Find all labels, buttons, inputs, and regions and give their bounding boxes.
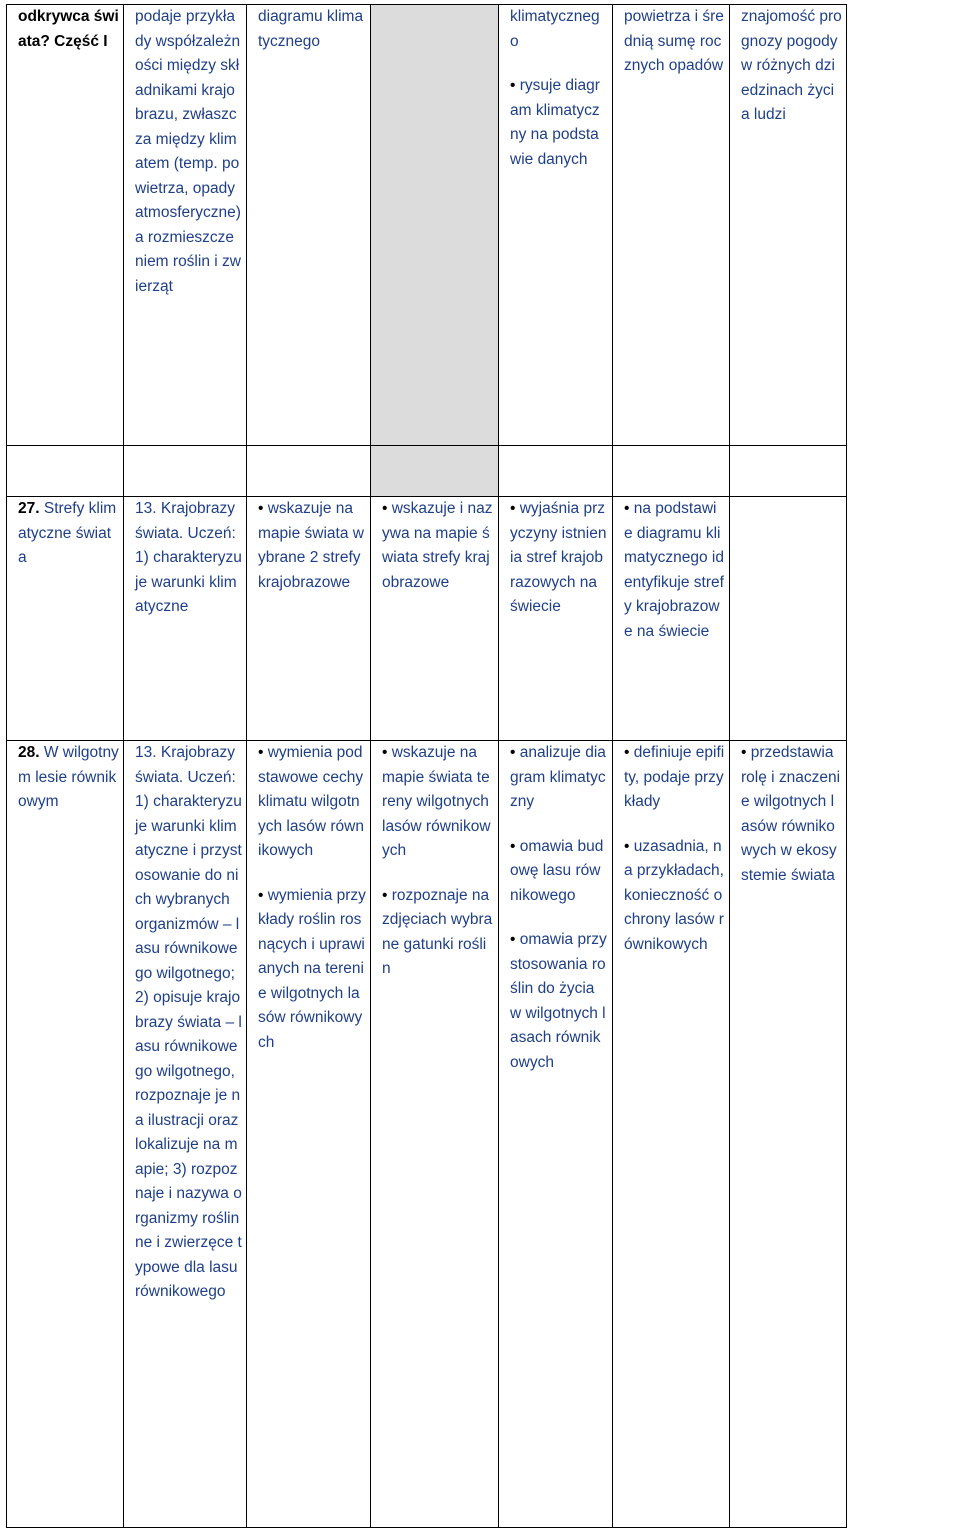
requirement-cell — [247, 5, 371, 446]
requirement-cell — [613, 5, 730, 446]
requirement-item: • omawia przystosowania roślin do życia w wilgotnych lasach równikowych — [510, 928, 608, 1075]
requirement-item: • wskazuje na mapie świata tereny wilgotnych lasów równikowych — [382, 741, 494, 864]
requirement-item: • rozpoznaje na zdjęciach wybrane gatunki roślin — [382, 884, 494, 982]
curriculum-table — [6, 4, 959, 1528]
empty-cell — [730, 446, 847, 497]
requirement-cell — [499, 741, 613, 1528]
requirement-item: • wyjaśnia przyczyny istnienia stref krajobrazowych na świecie — [510, 497, 608, 620]
requirement-item: • uzasadnia, na przykładach, konieczność ochrony lasów równikowych — [624, 835, 725, 958]
requirement-cell-empty — [371, 5, 499, 446]
requirement-cell — [499, 5, 613, 446]
requirement-text: klimatycznego — [510, 8, 600, 50]
empty-cell — [613, 446, 730, 497]
requirement-item: • definiuje epifity, podaje przykłady — [624, 741, 725, 815]
empty-cell — [499, 446, 613, 497]
requirement-cell — [613, 741, 730, 1528]
topic-text: Strefy klimatyczne świata — [18, 500, 117, 566]
topic-cell — [7, 741, 124, 1528]
requirement-cell — [730, 5, 847, 446]
requirement-cell — [613, 497, 730, 741]
requirement-item: • rysuje diagram klimatyczny na podstawie danych — [510, 74, 608, 172]
requirement-cell — [499, 497, 613, 741]
curriculum-text: podaje przykłady współzależności między składnikami krajobrazu, zwłaszcza między klimatem (temp. powietrza, opady atmosferyczne) a rozmieszczeniem roślin i zwierząt — [135, 8, 241, 295]
table-row — [7, 497, 959, 741]
requirement-item: • na podstawie diagramu klimatycznego identyfikuje strefy krajobrazowe na świecie — [624, 497, 725, 644]
table-row-empty — [7, 446, 959, 497]
topic-text: odkrywca świata? Część I — [18, 8, 119, 50]
empty-cell — [371, 446, 499, 497]
empty-cell — [124, 446, 247, 497]
curriculum-text: 13. Krajobrazy świata. Uczeń: 1) charakteryzuje warunki klimatyczne i przystosowanie do nich wybranych organizmów – lasu równikowego wilgotnego; 2) opisuje krajobrazy świata – lasu równikowego wilgotnego, rozpoznaje je na ilustracji oraz lokalizuje na mapie; 3) rozpoznaje i nazywa organizmy roślinne i zwierzęce typowe dla lasu równikowego — [135, 744, 242, 1300]
table-row — [7, 5, 959, 446]
topic-cell — [7, 5, 124, 446]
requirement-item: • wymienia przykłady roślin rosnących i uprawianych na terenie wilgotnych lasów równikowych — [258, 884, 366, 1056]
requirement-cell-empty — [730, 497, 847, 741]
curriculum-text: 13. Krajobrazy świata. Uczeń: 1) charakteryzuje warunki klimatyczne — [135, 500, 242, 615]
requirement-cell — [371, 741, 499, 1528]
requirement-item: • wymienia podstawowe cechy klimatu wilgotnych lasów równikowych — [258, 741, 366, 864]
requirement-text: powietrza i średnią sumę rocznych opadów — [624, 8, 724, 74]
empty-cell — [7, 446, 124, 497]
curriculum-cell — [124, 5, 247, 446]
lesson-number: 27. — [18, 500, 40, 517]
requirement-item: • analizuje diagram klimatyczny — [510, 741, 608, 815]
requirement-text: znajomość prognozy pogody w różnych dziedzinach życia ludzi — [741, 8, 842, 123]
requirement-cell — [371, 497, 499, 741]
topic-text: W wilgotnym lesie równikowym — [18, 744, 119, 810]
topic-cell — [7, 497, 124, 741]
requirement-item: • wskazuje na mapie świata wybrane 2 strefy krajobrazowe — [258, 497, 366, 595]
lesson-number: 28. — [18, 744, 40, 761]
table-row — [7, 741, 959, 1528]
requirement-item: • wskazuje i nazywa na mapie świata strefy krajobrazowe — [382, 497, 494, 595]
empty-cell — [247, 446, 371, 497]
requirement-text: diagramu klimatycznego — [258, 8, 364, 50]
requirement-cell — [730, 741, 847, 1528]
requirement-item: • omawia budowę lasu równikowego — [510, 835, 608, 909]
curriculum-cell — [124, 497, 247, 741]
curriculum-cell — [124, 741, 247, 1528]
requirement-item: • przedstawia rolę i znaczenie wilgotnych lasów równikowych w ekosystemie świata — [741, 741, 842, 888]
requirement-cell — [247, 741, 371, 1528]
requirement-cell — [247, 497, 371, 741]
